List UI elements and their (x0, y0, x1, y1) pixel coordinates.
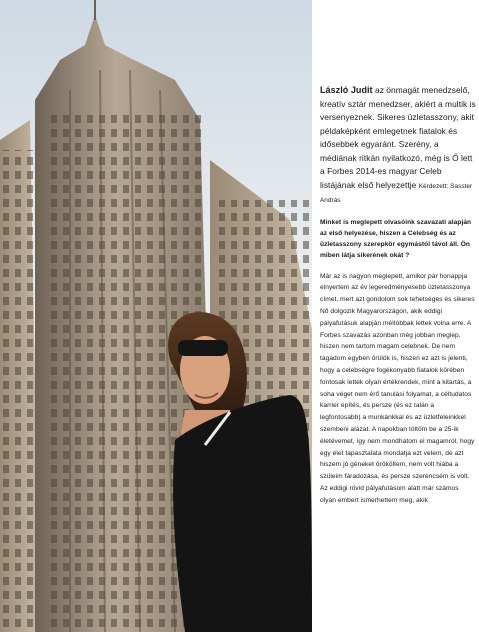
person-name: László Judit (320, 85, 373, 95)
interview-answer: Már az is nagyon meglepett, amikor pár honappja elnyertem az év legeredményesebb üzletasszonya címet, mert azt gondolom sok tehetséges és sikeres Nő dolgozik Magyarországon, akik eddigi pályafutásuk alapján méltóbbak lettek volna erre. A Forbes szavazás azonban még jobban meglep, hiszen nem tartom magam celebnek. De nem tagadom egyben örülök is, hiszen ez azt is jelenti, hogy a celebségre fogékonyabb fiatalok körében fontosak lettek olyan értékrendek, mint a kitartás, a soha véget nem érő tanulási folyamat, a céltudatos karrier építés, és persze (és ez talán a legfontosabb) a munkánkkal és az üzletfeleinkkel szembeni alázat. A napokban töltöm be a 25-ik életévemet, így nem mondhatom el magamról, hogy egy élet tapasztalata mondatja ezt velem, de azt hiszem jó géneket örököltem, nem volt hiába a szüleim fáradozása, és persze szerencsém is volt. Az eddigi rövid pályafutásom alatt már számos olyan embert ismerhettem meg, akik (320, 272, 475, 504)
intro-body: az önmagát menedzselő, kreatív sztár menedzser, akiért a multik is versenyeznek. Sikeres üzletasszony, akit példaképként emlegetnek fiatalok és idősebbek egyaránt. Szerény, a médiának ritkán nyilatkozó, még is Ő lett a Forbes 2014-es magyar Celeb listájának első helyezettje (320, 85, 476, 190)
article-text-column (320, 84, 476, 507)
interview-question: Minket is meglepett olvasóink szavazati alapján az első helyezése, hiszen a Celebség és az üzletasszony szerepkör egymástól távol áll. Ön miben látja sikerének okát ? (320, 218, 472, 260)
intro-paragraph (320, 84, 476, 208)
reporter-credit: Kérdezett: Sasster András (320, 182, 473, 204)
